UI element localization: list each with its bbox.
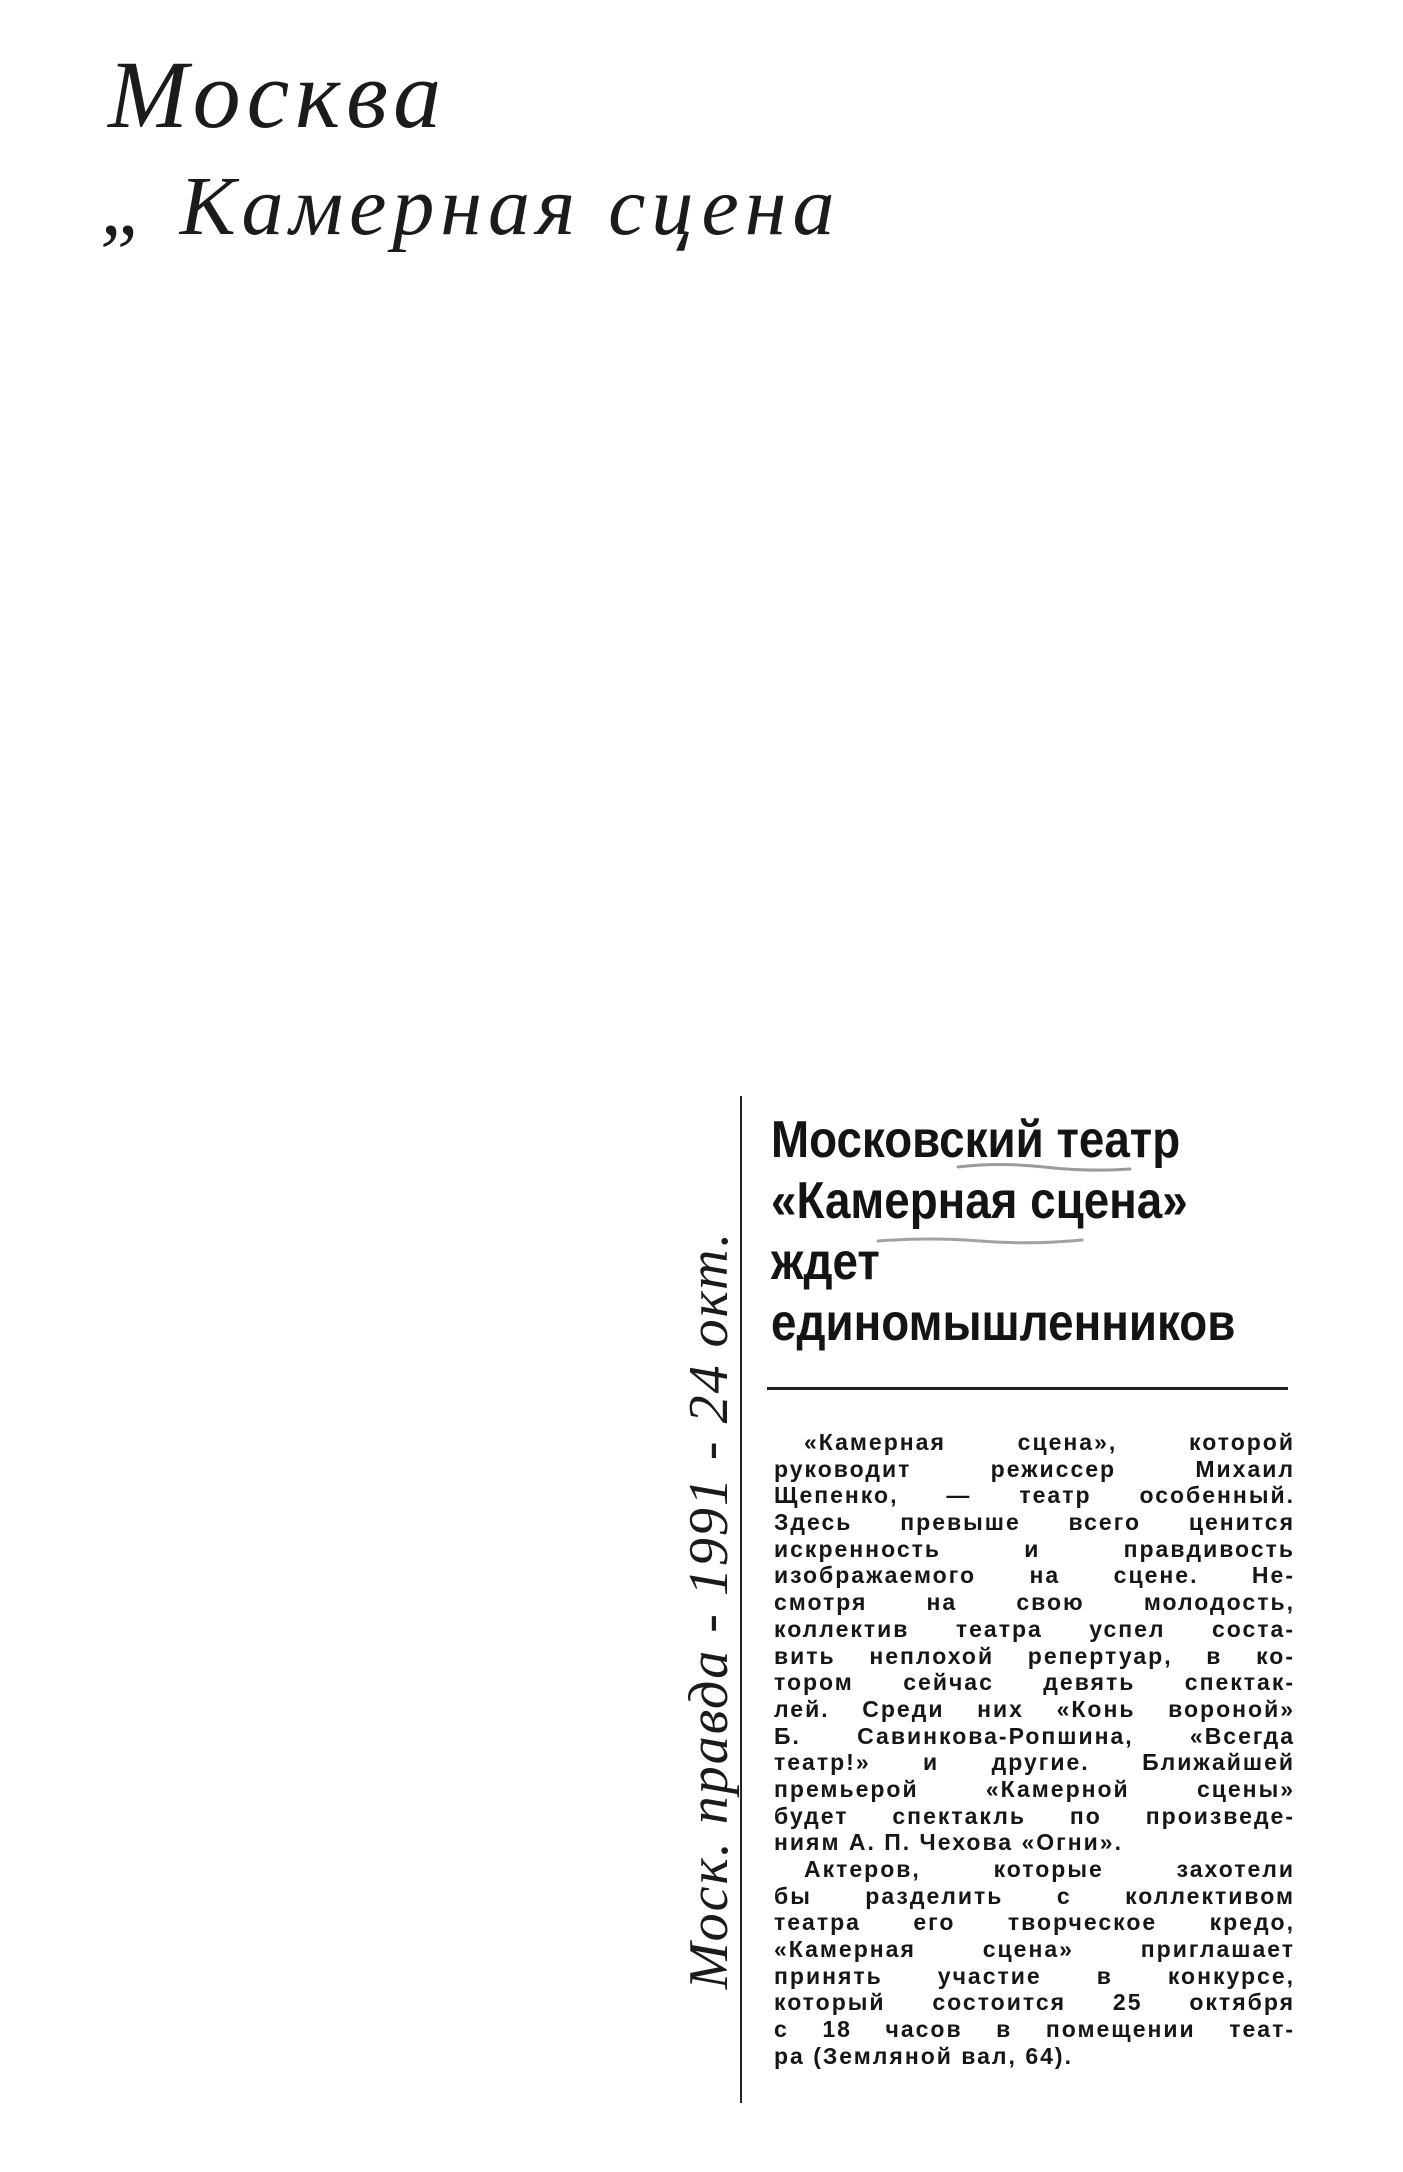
article-line: искренность и правдивость	[774, 1535, 1295, 1562]
handwritten-theatre-note: „ Камерная сцена	[100, 160, 841, 253]
article-line: принять участие в конкурсе,	[774, 1962, 1295, 1989]
article-line: ниям А. П. Чехова «Огни».	[774, 1829, 1123, 1856]
article-line: Здесь превыше всего ценится	[774, 1509, 1295, 1536]
article-line: с 18 часов в помещении теат-	[774, 2016, 1295, 2043]
headline-line: ждет	[771, 1233, 880, 1291]
article-headline	[771, 1110, 1311, 1354]
article-body	[774, 1429, 1295, 2070]
article-line: «Камерная сцена» приглашает	[774, 1936, 1295, 1963]
article-line: Актеров, которые захотели	[804, 1856, 1295, 1882]
article-line: тором сейчас девять спектак-	[774, 1669, 1295, 1696]
article-line: который состоится 25 октября	[774, 1989, 1295, 2016]
handwritten-source-note: Моск. правда - 1991 - 24 окт.	[678, 1230, 740, 1990]
article-line: лей. Среди них «Конь вороной»	[774, 1695, 1295, 1722]
article-line: премьерой «Камерной сцены»	[774, 1775, 1295, 1802]
article-line: коллектив театра успел соста-	[774, 1615, 1295, 1642]
headline-line: «Камерная сцена»	[771, 1172, 1188, 1230]
headline-divider	[767, 1387, 1288, 1390]
article-line: «Камерная сцена», которой	[804, 1429, 1295, 1455]
article-line: будет спектакль по произведе-	[774, 1802, 1295, 1829]
headline-line: единомышленников	[771, 1294, 1236, 1352]
article-line: вить неплохой репертуар, в ко-	[774, 1642, 1295, 1669]
article-line: бы разделить с коллективом	[774, 1882, 1295, 1909]
clipping-left-border	[740, 1096, 742, 2103]
article-line: изображаемого на сцене. Не-	[774, 1562, 1295, 1589]
article-line: руководит режиссер Михаил	[774, 1455, 1295, 1482]
article-line: смотря на свою молодость,	[774, 1589, 1295, 1616]
article-line: театра его творческое кредо,	[774, 1909, 1295, 1936]
article-line: Б. Савинкова-Ропшина, «Всегда	[774, 1722, 1295, 1749]
article-line: театр!» и другие. Ближайшей	[774, 1749, 1295, 1776]
article-line: ра (Земляной вал, 64).	[774, 2042, 1073, 2069]
headline-line: Московский театр	[771, 1111, 1181, 1169]
handwritten-city-note: Москва	[108, 41, 448, 148]
article-line: Щепенко, — театр особенный.	[774, 1482, 1295, 1509]
